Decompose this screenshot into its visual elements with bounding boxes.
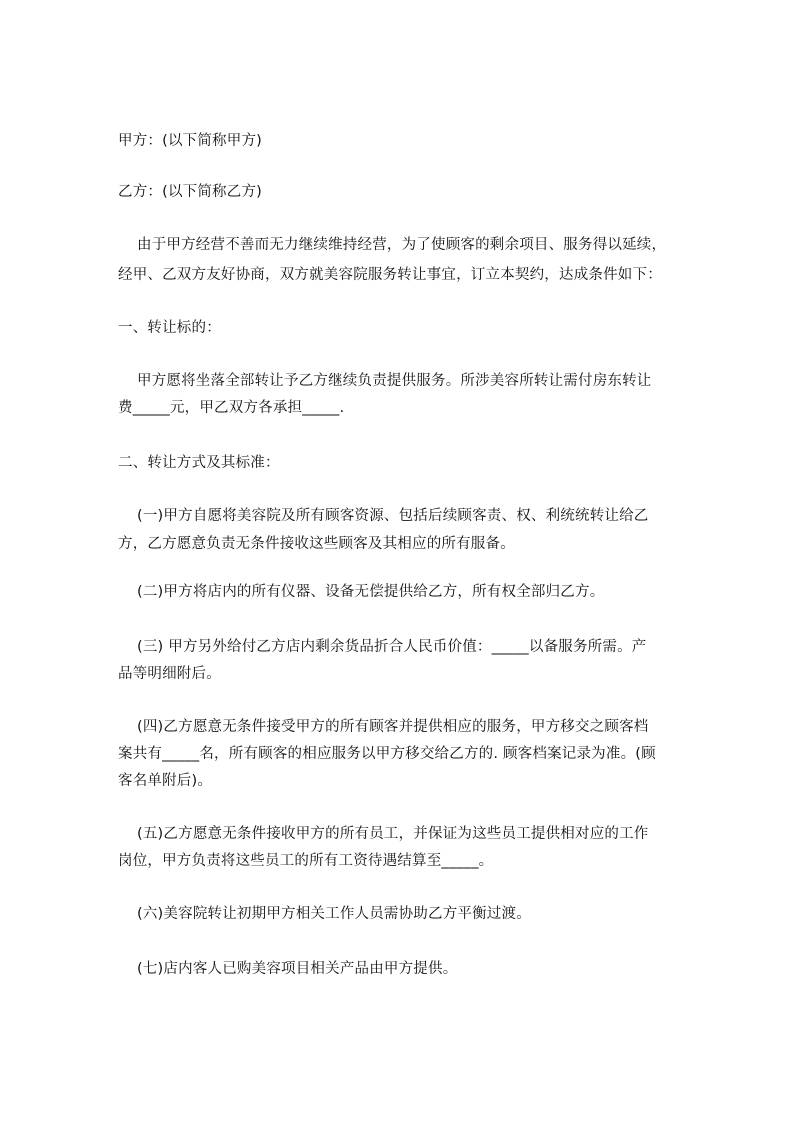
section-1-heading: 一、转让标的： — [118, 320, 221, 336]
item-2-line-1: (二)甲方将店内的所有仪器、设备无偿提供给乙方，所有权全部归乙方。 — [137, 584, 605, 600]
item-3-line-2: 品等明细附后。 — [118, 666, 221, 682]
item-5-line-2: 岗位，甲方负责将这些员工的所有工资待遇结算至_____。 — [118, 853, 494, 869]
section-1-paragraph-line-2: 费_____元，甲乙双方各承担_____. — [118, 400, 345, 416]
section-2-heading: 二、转让方式及其标准： — [118, 455, 280, 471]
item-4-line-2: 案共有_____名，所有顾客的相应服务以甲方移交给乙方的. 顾客档案记录为准。(顾 — [118, 746, 656, 762]
party-b-line: 乙方：(以下简称乙方) — [118, 184, 263, 200]
intro-paragraph-line-1: 由于甲方经营不善而无力继续维持经营，为了使顾客的剩余项目、服务得以延续， — [137, 237, 667, 253]
party-a-line: 甲方：(以下简称甲方) — [118, 133, 263, 149]
item-4-line-1: (四)乙方愿意无条件接受甲方的所有顾客并提供相应的服务，甲方移交之顾客档 — [137, 719, 649, 735]
item-3-line-1: (三) 甲方另外给付乙方店内剩余货品折合人民币价值：_____以备服务所需。产 — [137, 639, 647, 655]
item-4-line-3: 客名单附后)。 — [118, 773, 213, 789]
item-5-line-1: (五)乙方愿意无条件接收甲方的所有员工，并保证为这些员工提供相对应的工作 — [137, 826, 649, 842]
item-1-line-1: (一)甲方自愿将美容院及所有顾客资源、包括后续顾客责、权、利统统转让给乙 — [137, 508, 649, 524]
section-1-paragraph-line-1: 甲方愿将坐落全部转让予乙方继续负责提供服务。所涉美容所转让需付房东转让 — [137, 373, 652, 389]
item-6-line-1: (六)美容院转让初期甲方相关工作人员需协助乙方平衡过渡。 — [137, 906, 531, 922]
intro-paragraph-line-2: 经甲、乙双方友好协商，双方就美容院服务转让事宜，订立本契约，达成条件如下： — [118, 267, 662, 283]
item-7-line-1: (七)店内客人已购美容项目相关产品由甲方提供。 — [137, 961, 458, 977]
item-1-line-2: 方，乙方愿意负责无条件接收这些顾客及其相应的所有服备。 — [118, 536, 515, 552]
